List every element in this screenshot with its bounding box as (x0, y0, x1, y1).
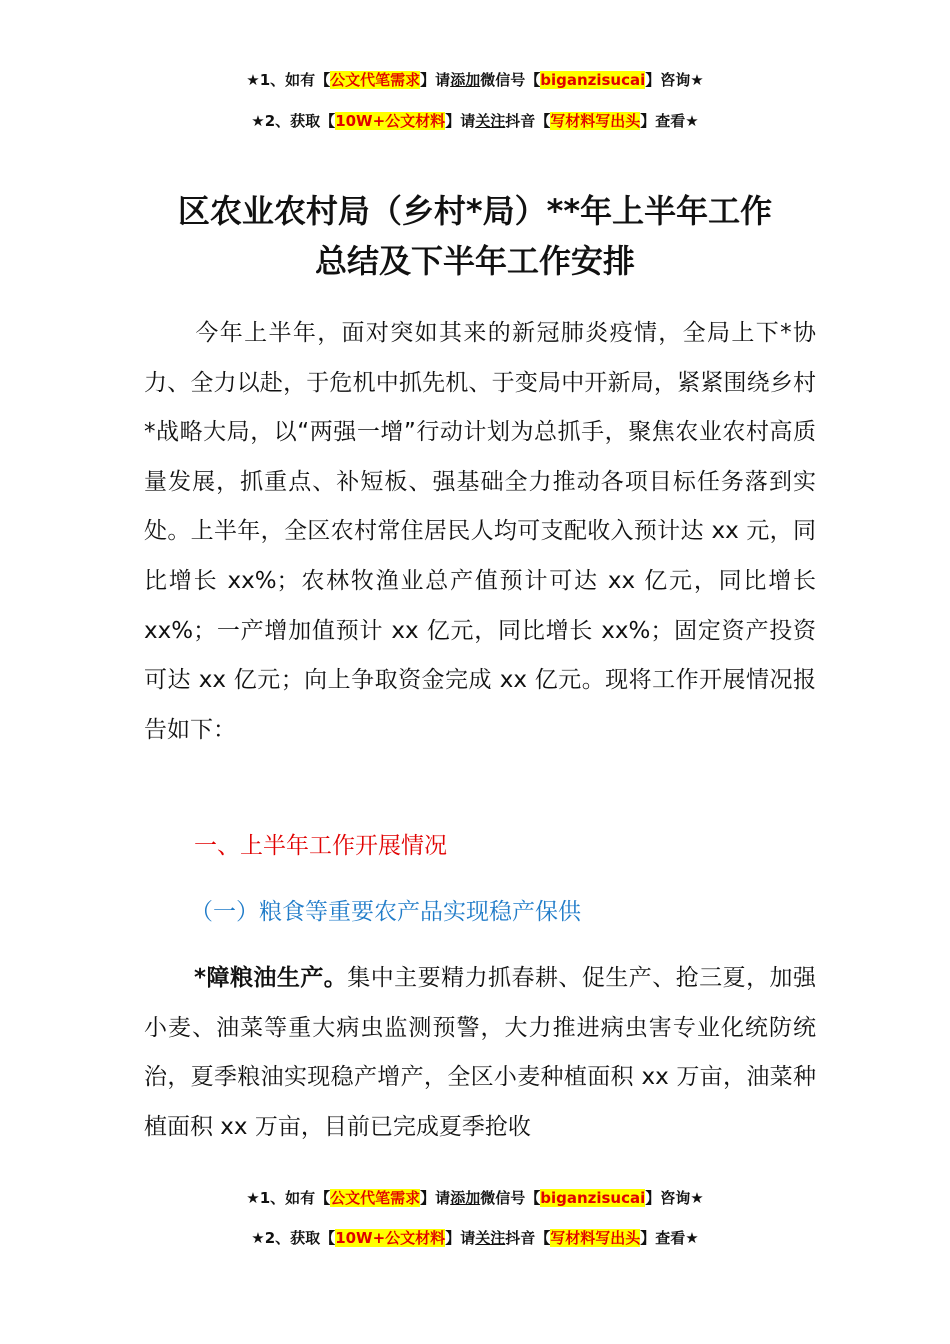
highlight-service: 公文代笔需求 (330, 71, 421, 89)
top-banner-line-1: ★1、如有【公文代笔需求】请添加微信号【biganzisucai】咨询★ (246, 71, 704, 89)
subsection-heading: （一）粮食等重要农产品实现稳产保供 (190, 899, 581, 925)
highlight-materials: 10W+公文材料 (335, 112, 446, 130)
highlight-wechat-id: biganzisucai (540, 1189, 646, 1207)
document-title (0, 186, 950, 286)
highlight-douyin: 写材料写出头 (550, 112, 641, 130)
grain-paragraph: *障粮油生产。集中主要精力抓春耕、促生产、抢三夏，加强小麦、油菜等重大病虫监测预警，大力推进病虫害专业化统防统治，夏季粮油实现稳产增产，全区小麦种植面积 xx 万亩，油菜种植面积 xx 万亩，目前已完成夏季抢收 (144, 965, 817, 1140)
highlight-materials: 10W+公文材料 (335, 1229, 446, 1247)
paragraph-lead: *障粮油生产。 (194, 965, 348, 991)
highlight-service: 公文代笔需求 (330, 1189, 421, 1207)
highlight-douyin: 写材料写出头 (550, 1229, 641, 1247)
top-banner-line-2: ★2、获取【10W+公文材料】请关注抖音【写材料写出头】查看★ (251, 112, 699, 130)
intro-paragraph: 今年上半年，面对突如其来的新冠肺炎疫情，全局上下*协力、全力以赴，于危机中抓先机、于变局中开新局，紧紧围绕乡村*战略大局，以“两强一增”行动计划为总抓手，聚焦农业农村高质量发展，抓重点、补短板、强基础全力推动各项目标任务落到实处。上半年，全区农村常住居民人均可支配收入预计达 xx 元，同比增长 xx%；农林牧渔业总产值预计可达 xx 亿元，同比增长 xx%；一产增加值预计 xx 亿元，同比增长 xx%；固定资产投资可达 xx 亿元；向上争取资金完成 xx 亿元。现将工作开展情况报告如下： (144, 320, 816, 743)
bottom-banner-line-2: ★2、获取【10W+公文材料】请关注抖音【写材料写出头】查看★ (251, 1229, 699, 1247)
title-line-1: 区农业农村局（乡村*局）**年上半年工作 (177, 192, 773, 230)
section-heading: 一、上半年工作开展情况 (194, 833, 447, 859)
highlight-wechat-id: biganzisucai (540, 71, 646, 89)
bottom-banner-line-1: ★1、如有【公文代笔需求】请添加微信号【biganzisucai】咨询★ (246, 1189, 704, 1207)
title-line-2: 总结及下半年工作安排 (314, 242, 635, 280)
